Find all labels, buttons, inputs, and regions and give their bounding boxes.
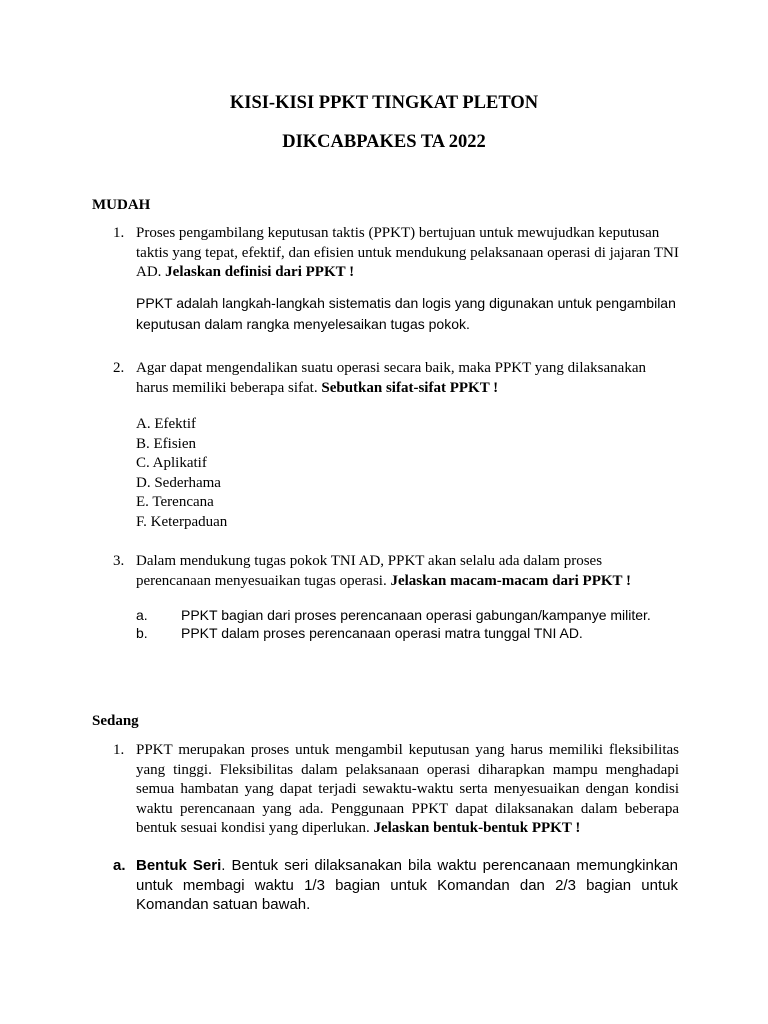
options-list bbox=[136, 415, 227, 533]
question-mudah-2 bbox=[113, 359, 679, 398]
question-prompt: Jelaskan definisi dari PPKT ! bbox=[165, 264, 355, 280]
answer-list-mudah-3 bbox=[136, 606, 651, 642]
option-item: E. Terencana bbox=[136, 494, 214, 511]
question-number: 3. bbox=[113, 553, 125, 569]
option-item: F. Keterpaduan bbox=[136, 513, 228, 530]
form-a bbox=[113, 856, 678, 915]
question-mudah-3 bbox=[113, 552, 679, 591]
question-number: 2. bbox=[113, 360, 125, 376]
document-subtitle: DIKCABPAKES TA 2022 bbox=[282, 132, 486, 152]
question-prompt: Sebutkan sifat-sifat PPKT ! bbox=[321, 379, 499, 396]
question-number: 1. bbox=[113, 742, 125, 758]
section-heading-sedang: Sedang bbox=[92, 713, 139, 729]
form-label: a. bbox=[113, 857, 126, 874]
list-text: PPKT bagian dari proses perencanaan operasi gabungan/kampanye militer. bbox=[181, 607, 651, 623]
list-label: b. bbox=[136, 625, 148, 641]
option-item: D. Sederhama bbox=[136, 474, 221, 491]
form-text: . Bentuk seri dilaksanakan bila waktu perencanaan memungkinkan untuk membagi waktu 1/3 bagian untuk Komandan dan 2/3 bagian untuk Komandan satuan bawah. bbox=[136, 857, 679, 913]
question-prompt: Jelaskan macam-macam dari PPKT ! bbox=[390, 572, 632, 589]
answer-mudah-1: PPKT adalah langkah-langkah sistematis dan logis yang digunakan untuk pengambilan keputusan dalam rangka menyelesaikan tugas pokok. bbox=[136, 295, 676, 332]
question-sedang-1 bbox=[113, 741, 679, 839]
document-title: KISI-KISI PPKT TINGKAT PLETON bbox=[229, 93, 539, 113]
list-item bbox=[136, 606, 651, 624]
question-prompt: Jelaskan bentuk-bentuk PPKT ! bbox=[373, 820, 581, 836]
option-item: A. Efektif bbox=[136, 416, 196, 432]
question-text: Dalam mendukung tugas pokok TNI AD, PPKT akan selalu ada dalam proses perencanaan menyesuaikan tugas operasi. bbox=[136, 553, 603, 589]
list-item bbox=[136, 624, 651, 642]
question-text: PPKT merupakan proses untuk mengambil keputusan yang harus memiliki fleksibilitas yang tinggi. Fleksibilitas dalam pelaksanaan operasi diharapkan mampu menghadapi semua hambatan yang dapat terjadi sewaktu-waktu serta menyesuaikan dengan kondisi waktu perencanaan yang ada. Penggunaan PPKT dapat dilaksanakan dalam beberapa bentuk sesuai kondisi yang diperlukan. bbox=[136, 742, 679, 836]
question-text: Agar dapat mengendalikan suatu operasi secara baik, maka PPKT yang dilaksanakan harus memiliki beberapa sifat. bbox=[136, 360, 646, 396]
form-title: Bentuk Seri bbox=[136, 857, 222, 874]
question-number: 1. bbox=[113, 225, 125, 241]
option-item: B. Efisien bbox=[136, 435, 196, 452]
option-item: C. Aplikatif bbox=[136, 455, 207, 472]
section-heading-mudah: MUDAH bbox=[92, 197, 151, 213]
list-label: a. bbox=[136, 607, 148, 623]
question-text: Proses pengambilang keputusan taktis (PPKT) bertujuan untuk mewujudkan keputusan taktis yang tepat, efektif, dan efisien untuk mendukung pelaksanaan operasi di jajaran TNI AD. bbox=[136, 225, 679, 280]
question-mudah-1 bbox=[113, 224, 679, 283]
list-text: PPKT dalam proses perencanaan operasi matra tunggal TNI AD. bbox=[181, 625, 583, 641]
